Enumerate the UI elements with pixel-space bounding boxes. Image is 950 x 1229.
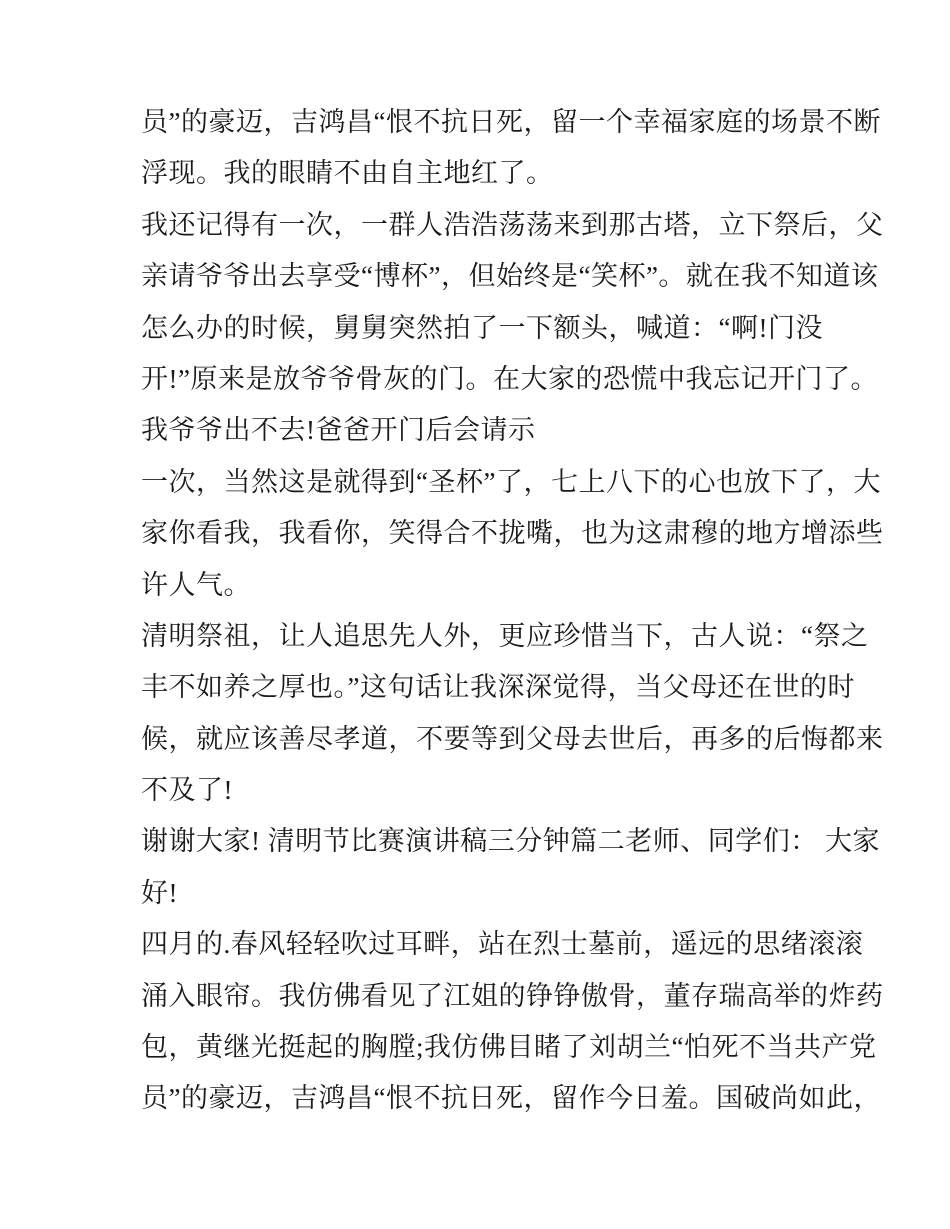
text-line: 包，黄继光挺起的胸膛;我仿佛目睹了刘胡兰“怕死不当共产党 [141,1032,877,1063]
text-line: 浮现。我的眼睛不由自主地红了。 [141,158,554,189]
text-block [141,97,884,1125]
text-line: 四月的.春风轻轻吹过耳畔，站在烈士墓前，遥远的思绪滚滚 [141,929,864,960]
text-line: 我还记得有一次，一群人浩浩荡荡来到那古塔，立下祭后，父 [141,209,884,240]
text-line: 丰不如养之厚也。”这句话让我深深觉得，当父母还在世的时 [141,672,855,703]
text-line: 亲请爷爷出去享受“博杯”，但始终是“笑杯”。就在我不知道该 [141,261,879,292]
text-line: 谢谢大家! 清明节比赛演讲稿三分钟篇二老师、同学们： 大家 [141,826,880,857]
text-line: 涌入眼帘。我仿佛看见了江姐的铮铮傲骨，董存瑞高举的炸药 [141,980,884,1011]
text-line: 不及了! [141,775,233,806]
text-line: 怎么办的时候，舅舅突然拍了一下额头，喊道：“啊!门没 [141,312,823,343]
text-line: 我爷爷出不去!爸爸开门后会请示 [141,415,536,446]
text-line: 清明祭祖，让人追思先人外，更应珍惜当下，古人说：“祭之 [141,620,869,651]
text-line: 候，就应该善尽孝道，不要等到父母去世后，再多的后悔都来 [141,723,884,754]
text-line: 家你看我，我看你，笑得合不拢嘴，也为这肃穆的地方增添些 [141,518,884,549]
text-line: 一次，当然这是就得到“圣杯”了，七上八下的心也放下了，大 [141,466,881,497]
text-line: 许人气。 [141,569,251,600]
text-line: 好! [141,877,178,908]
text-line: 开!”原来是放爷爷骨灰的门。在大家的恐慌中我忘记开门了。 [141,363,878,394]
text-line: 员”的豪迈，吉鸿昌“恨不抗日死，留作今日羞。国破尚如此， [141,1083,881,1114]
text-line: 员”的豪迈，吉鸿昌“恨不抗日死，留一个幸福家庭的场景不断 [141,107,881,137]
